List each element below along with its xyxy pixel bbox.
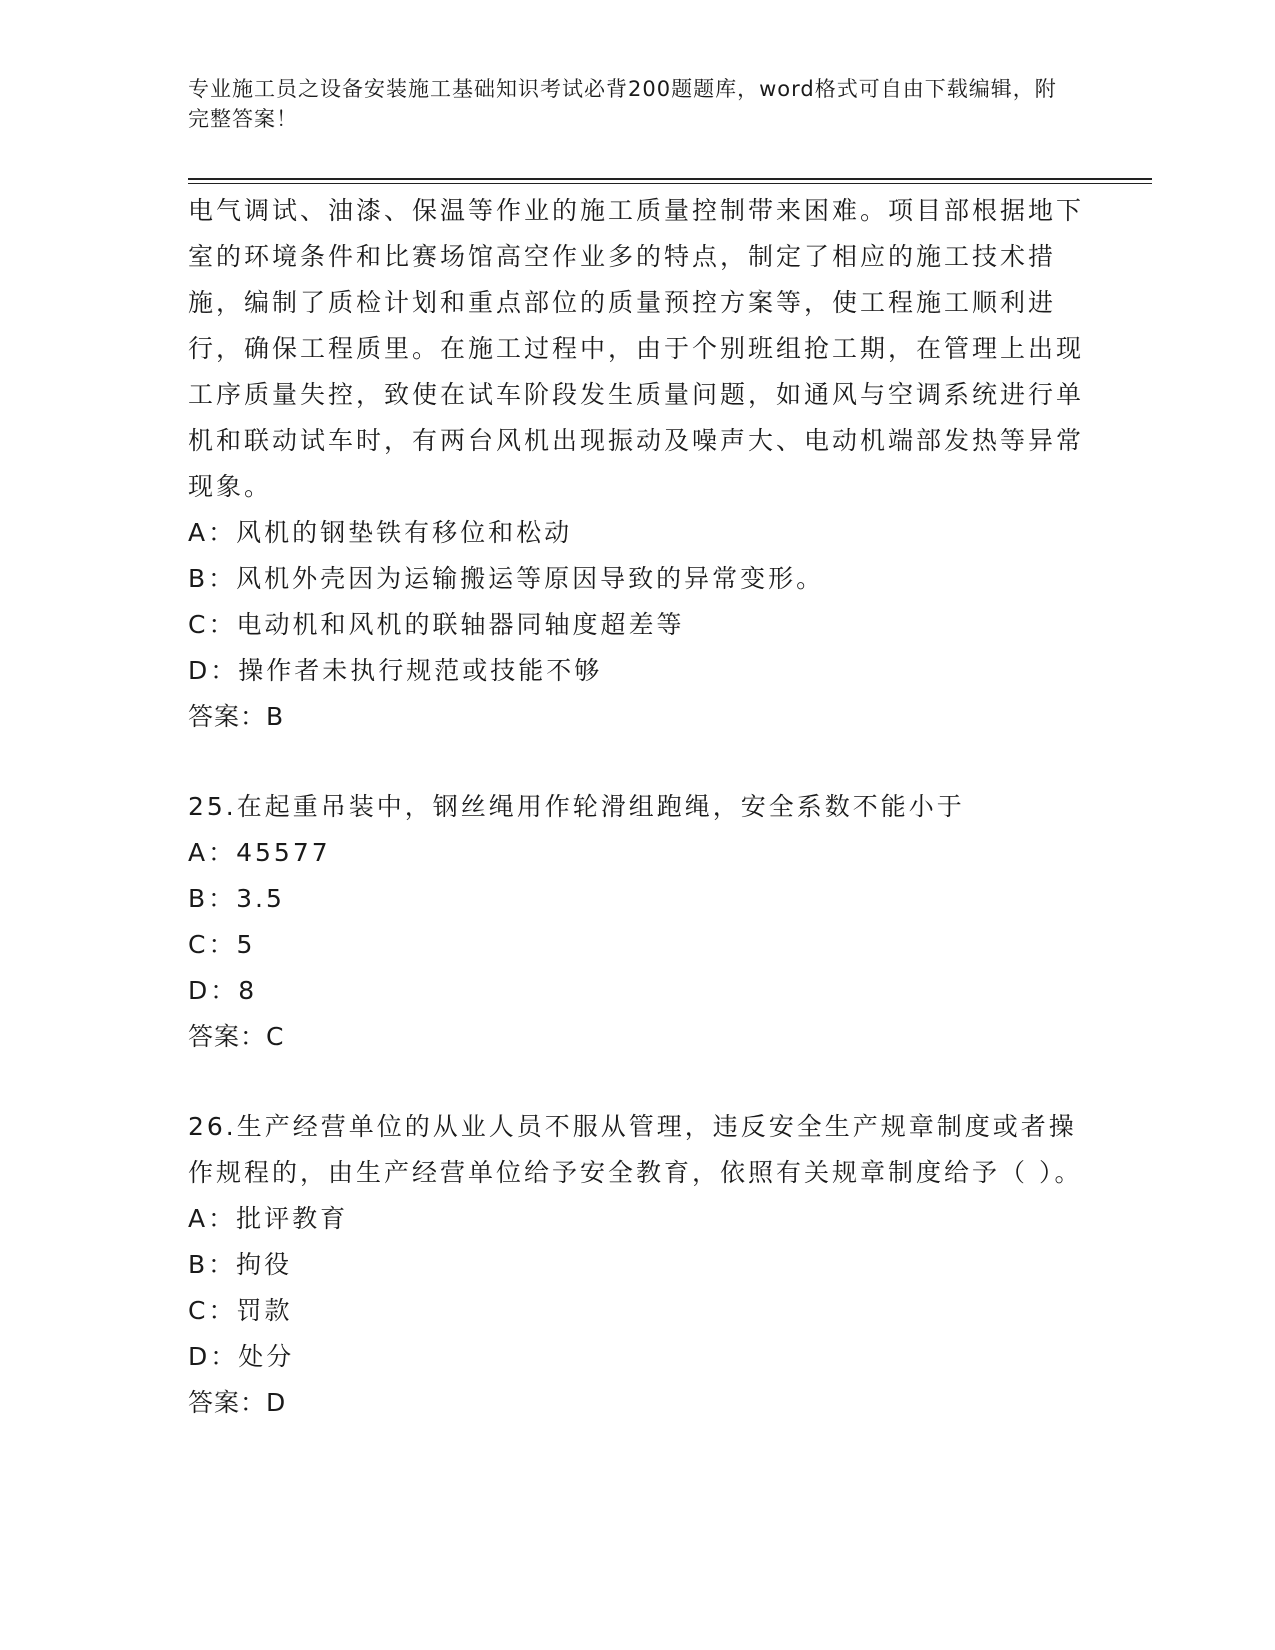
answer: 答案：B bbox=[188, 702, 285, 731]
option-b: B：3.5 bbox=[188, 884, 285, 913]
answer: 答案：D bbox=[188, 1388, 287, 1417]
question-26 bbox=[188, 1104, 1088, 1426]
question-25 bbox=[188, 784, 1088, 1060]
question-stem: 26.生产经营单位的从业人员不服从管理，违反安全生产规章制度或者操作规程的，由生产经营单位给予安全教育，依照有关规章制度给予（ ）。 bbox=[188, 1112, 1083, 1187]
spacer bbox=[188, 1060, 1088, 1104]
option-b: B：拘役 bbox=[188, 1250, 293, 1279]
option-d: D：操作者未执行规范或技能不够 bbox=[188, 656, 603, 685]
option-d: D：8 bbox=[188, 976, 258, 1005]
option-c: C：罚款 bbox=[188, 1296, 293, 1325]
question-stem: 电气调试、油漆、保温等作业的施工质量控制带来困难。项目部根据地下室的环境条件和比赛场馆高空作业多的特点，制定了相应的施工技术措施，编制了质检计划和重点部位的质量预控方案等，使工程施工顺利进行，确保工程质里。在施工过程中，由于个别班组抢工期，在管理上出现工序质量失控，致使在试车阶段发生质量问题，如通风与空调系统进行单机和联动试车时，有两台风机出现振动及噪声大、电动机端部发热等异常现象。 bbox=[188, 196, 1085, 501]
option-a: A：风机的钢垫铁有移位和松动 bbox=[188, 518, 573, 547]
option-c: C：5 bbox=[188, 930, 256, 959]
spacer bbox=[188, 740, 1088, 784]
question-content bbox=[188, 188, 1088, 1426]
option-a: A：批评教育 bbox=[188, 1204, 349, 1233]
answer: 答案：C bbox=[188, 1022, 285, 1051]
option-b: B：风机外壳因为运输搬运等原因导致的异常变形。 bbox=[188, 564, 825, 593]
option-a: A：45577 bbox=[188, 838, 331, 867]
document-header: 专业施工员之设备安装施工基础知识考试必背200题题库，word格式可自由下载编辑，附完整答案！ bbox=[188, 77, 1057, 131]
option-d: D：处分 bbox=[188, 1342, 295, 1371]
question-stem: 25.在起重吊装中，钢丝绳用作轮滑组跑绳，安全系数不能小于 bbox=[188, 792, 965, 821]
option-c: C：电动机和风机的联轴器同轴度超差等 bbox=[188, 610, 685, 639]
question-24 bbox=[188, 188, 1088, 740]
header-rule-thick bbox=[188, 178, 1152, 180]
header-rule-thin bbox=[188, 183, 1152, 184]
